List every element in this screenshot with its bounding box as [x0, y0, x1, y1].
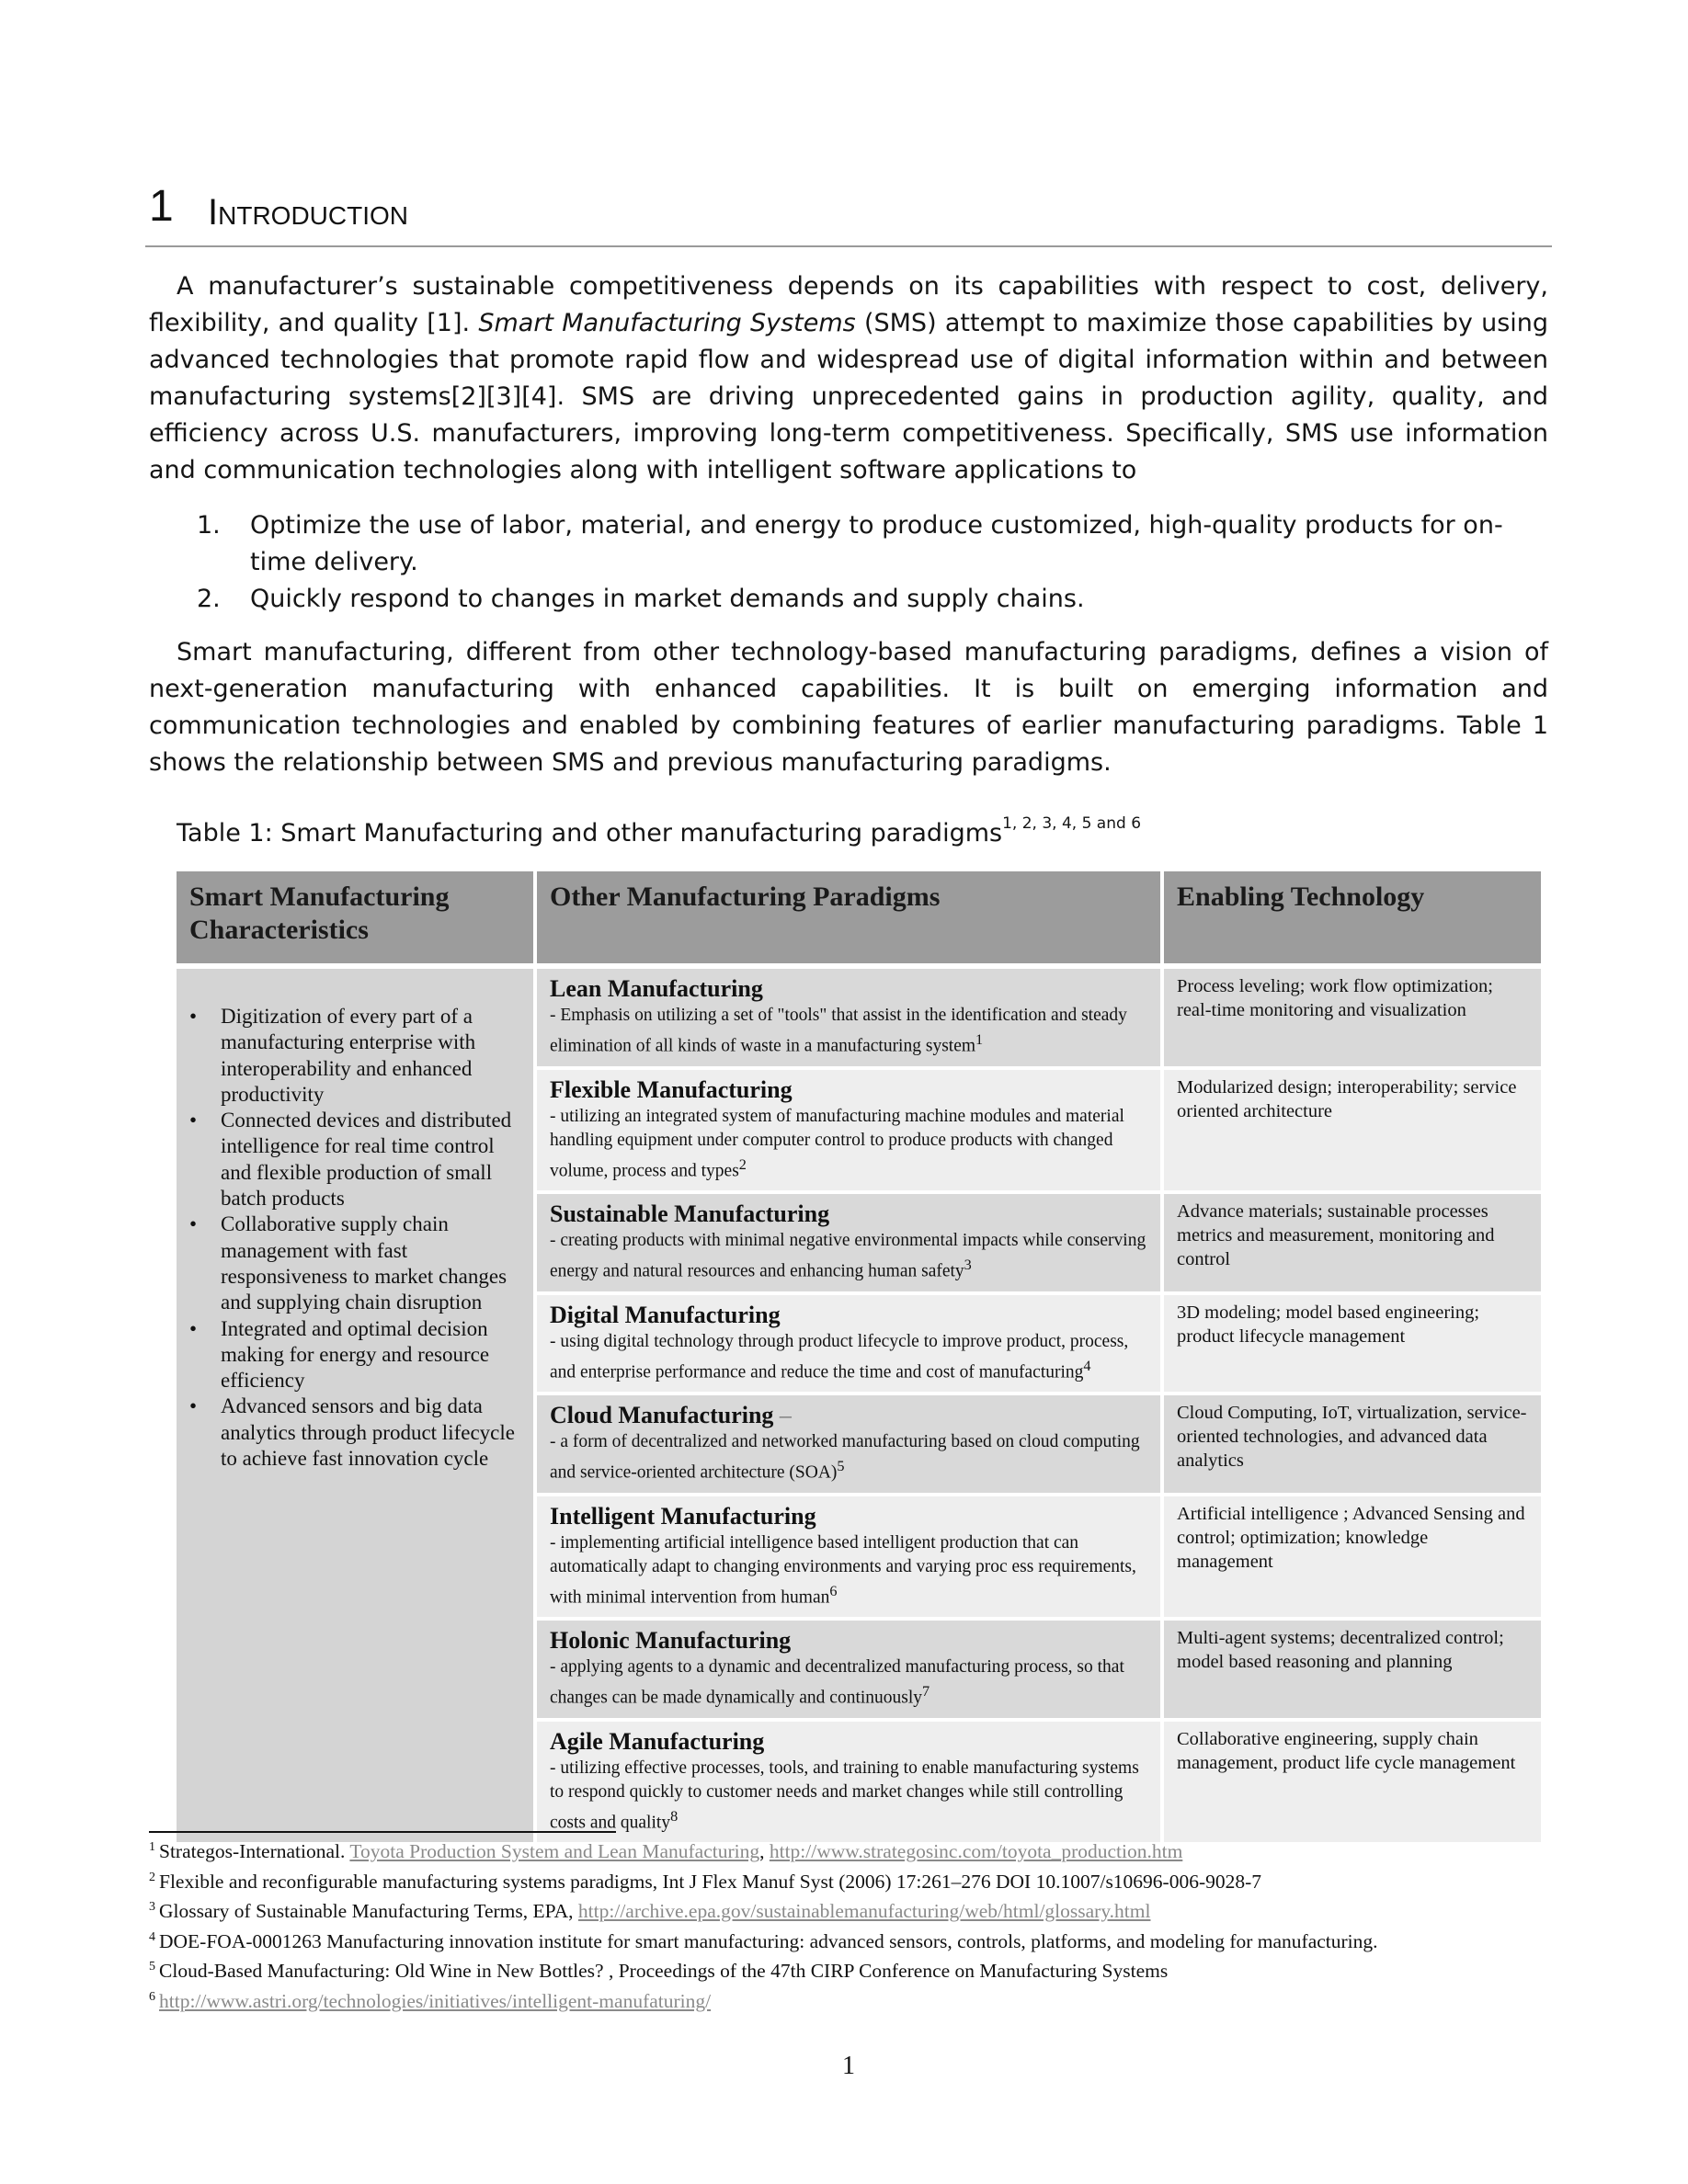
- footnote: [149, 1835, 1556, 1865]
- header-enabling-technology: Enabling Technology: [1162, 871, 1541, 966]
- paradigm-footnote-ref: 6: [829, 1582, 838, 1599]
- characteristic-item: • Advanced sensors and big data analytics through product lifecycle to achieve fast innovation cycle: [186, 1393, 524, 1472]
- list-item-number: 1.: [197, 511, 221, 540]
- footnote-link[interactable]: http://www.strategosinc.com/toyota_production.htm: [769, 1840, 1183, 1862]
- footnote-text: Cloud-Based Manufacturing: Old Wine in New Bottles? , Proceedings of the 47th CIRP Conference on Manufacturing Systems: [159, 1960, 1169, 1982]
- paradigm-description-text: - utilizing an integrated system of manufacturing machine modules and material handling equipment under computer control to produce products with changed volume, process and types: [550, 1106, 1124, 1180]
- list-item: [149, 507, 1548, 581]
- list-item: [149, 581, 1548, 618]
- footnote-separator-text: ,: [759, 1840, 770, 1862]
- paradigm-footnote-ref: 2: [738, 1155, 747, 1173]
- footnote: [149, 1865, 1556, 1895]
- paradigm-cell: [535, 1720, 1162, 1845]
- section-heading: [145, 179, 1552, 247]
- header-paradigms: Other Manufacturing Paradigms: [535, 871, 1162, 966]
- paradigm-description-text: - using digital technology through product lifecycle to improve product, process, and enterprise performance and reduce the time and cost of manufacturing: [550, 1331, 1129, 1382]
- footnote-number: 5: [149, 1960, 155, 1974]
- paradigm-footnote-ref: 4: [1083, 1357, 1091, 1374]
- paradigm-description: [550, 1531, 1147, 1610]
- paradigm-name: Intelligent Manufacturing: [550, 1502, 816, 1530]
- section-number: 1: [149, 182, 174, 231]
- footnote: [149, 1985, 1556, 2015]
- paradigm-cell: [535, 1068, 1162, 1193]
- header-characteristics: Smart Manufacturing Characteristics: [177, 871, 535, 966]
- table-header-row: [177, 871, 1541, 966]
- technology-cell: Advance materials; sustainable processes metrics and measurement, monitoring and control: [1162, 1192, 1541, 1293]
- paradigm-cell: [535, 1192, 1162, 1293]
- footnote-text: Flexible and reconfigurable manufacturing systems paradigms, Int J Flex Manuf Syst (2006) 17:261–276 DOI 10.1007/s10696-006-9028-7: [159, 1870, 1262, 1893]
- technology-cell: Collaborative engineering, supply chain management, product life cycle management: [1162, 1720, 1541, 1845]
- paradigm-description: [550, 1229, 1147, 1284]
- paradigm-description: [550, 1105, 1147, 1184]
- para1-italic-term: Smart Manufacturing Systems: [478, 309, 856, 337]
- paradigm-cell: [535, 1293, 1162, 1394]
- section-title: Introduction: [208, 192, 408, 233]
- paradigms-table: [177, 871, 1541, 1846]
- footnote: [149, 1925, 1556, 1955]
- paradigm-footnote-ref: 8: [670, 1807, 679, 1825]
- characteristic-item: • Connected devices and distributed intelligence for real time control and flexible production of small batch products: [186, 1108, 524, 1211]
- paradigm-description-text: - applying agents to a dynamic and decentralized manufacturing process, so that changes can be made dynamically and continuously: [550, 1657, 1124, 1708]
- footnote-number: 2: [149, 1870, 155, 1884]
- paradigm-cell: [535, 1495, 1162, 1620]
- paradigm-description: [550, 1330, 1147, 1385]
- paradigm-description-text: - creating products with minimal negative environmental impacts while conserving energy and natural resources and enhancing human safety: [550, 1231, 1146, 1281]
- technology-cell: 3D modeling; model based engineering; product lifecycle management: [1162, 1293, 1541, 1394]
- footnotes: [149, 1835, 1556, 2014]
- paradigm-description: [550, 1757, 1147, 1836]
- technology-cell: Artificial intelligence ; Advanced Sensing and control; optimization; knowledge management: [1162, 1495, 1541, 1620]
- paradigm-name: Lean Manufacturing: [550, 975, 763, 1002]
- list-item-number: 2.: [197, 585, 221, 613]
- paradigm-cell: [535, 966, 1162, 1068]
- paradigm-description: [550, 1655, 1147, 1711]
- objectives-list: [149, 507, 1548, 618]
- table-caption-text: Table 1: Smart Manufacturing and other manufacturing paradigms: [177, 819, 1003, 847]
- paradigm-name: Agile Manufacturing: [550, 1727, 765, 1755]
- footnote-link[interactable]: http://www.astri.org/technologies/initiatives/intelligent-manufaturing/: [159, 1989, 712, 2012]
- paradigm-name-text: Cloud Manufacturing: [550, 1402, 774, 1428]
- footnote-number: 1: [149, 1840, 155, 1854]
- footnote-number: 6: [149, 1989, 155, 2004]
- footnote-link[interactable]: http://archive.epa.gov/sustainablemanufacturing/web/html/glossary.html: [577, 1900, 1151, 1922]
- paradigm-name: Digital Manufacturing: [550, 1301, 781, 1328]
- list-item-text: Optimize the use of labor, material, and energy to produce customized, high-quality products for on-time delivery.: [250, 511, 1503, 576]
- characteristic-item: • Collaborative supply chain management with fast responsiveness to market changes and supplying chain disruption: [186, 1211, 524, 1315]
- paradigm-description-text: - a form of decentralized and networked manufacturing based on cloud computing and service-oriented architecture (SOA): [550, 1432, 1140, 1483]
- footnote-text: Strategos-International.: [159, 1840, 350, 1862]
- paradigm-footnote-ref: 5: [837, 1458, 845, 1474]
- footnote-number: 3: [149, 1900, 155, 1914]
- paradigm-footnote-ref: 1: [975, 1031, 984, 1048]
- table-caption: [177, 805, 1141, 852]
- paradigm-name: Sustainable Manufacturing: [550, 1200, 830, 1227]
- paradigm-name: Holonic Manufacturing: [550, 1627, 792, 1654]
- footnote: [149, 1954, 1556, 1985]
- table-row: [177, 966, 1541, 1068]
- intro-paragraph-2: Smart manufacturing, different from other technology-based manufacturing paradigms, defines a vision of next-generation manufacturing with enhanced capabilities. It is built on emerging information and communication technologies and enabled by combining features of earlier manufacturing paradigms. Table 1 shows the relationship between SMS and previous manufacturing paradigms.: [149, 638, 1548, 777]
- footnote-link[interactable]: Toyota Production System and Lean Manufacturing: [349, 1840, 760, 1862]
- paradigm-cell: [535, 1393, 1162, 1495]
- characteristic-item: • Digitization of every part of a manufacturing enterprise with interoperability and enhanced productivity: [186, 1004, 524, 1108]
- paradigm-description-text: - utilizing effective processes, tools, and training to enable manufacturing systems to respond quickly to customer needs and market changes while still controlling costs and quality: [550, 1757, 1139, 1832]
- paradigm-footnote-ref: 7: [922, 1683, 930, 1700]
- footnote-text: Glossary of Sustainable Manufacturing Terms, EPA,: [159, 1900, 578, 1922]
- paradigm-name: Flexible Manufacturing: [550, 1075, 793, 1103]
- paradigm-description: [550, 1430, 1147, 1485]
- paradigm-description-text: - Emphasis on utilizing a set of "tools" that assist in the identification and steady elimination of all kinds of waste in a manufacturing system: [550, 1006, 1127, 1056]
- table-caption-superscript: 1, 2, 3, 4, 5 and 6: [1002, 814, 1142, 833]
- footnote: [149, 1894, 1556, 1925]
- characteristic-item: • Integrated and optimal decision making for energy and resource efficiency: [186, 1316, 524, 1394]
- list-item-text: Quickly respond to changes in market demands and supply chains.: [250, 585, 1085, 613]
- paradigm-name-dash: –: [773, 1402, 792, 1428]
- footnote-separator: [149, 1831, 616, 1833]
- technology-cell: Modularized design; interoperability; service oriented architecture: [1162, 1068, 1541, 1193]
- characteristics-cell: [177, 966, 535, 1844]
- technology-cell: Process leveling; work flow optimization; real-time monitoring and visualization: [1162, 966, 1541, 1068]
- paradigm-name: [550, 1401, 1147, 1430]
- technology-cell: Multi-agent systems; decentralized control; model based reasoning and planning: [1162, 1619, 1541, 1720]
- footnote-number: 4: [149, 1929, 155, 1944]
- technology-cell: Cloud Computing, IoT, virtualization, service-oriented technologies, and advanced data analytics: [1162, 1393, 1541, 1495]
- characteristics-list: [186, 1004, 524, 1472]
- paradigm-description-text: - implementing artificial intelligence based intelligent production that can automatically adapt to changing environments and varying proc ess requirements, with minimal intervention from human: [550, 1532, 1136, 1607]
- para1-text-end: (SMS) attempt to maximize those capabilities by using advanced technologies that promote rapid flow and widespread use of digital information within and between manufacturing systems[2][3][4]. SMS are driving unprecedented gains in production agility, quality, and efficiency across U.S. manufacturers, improving long-term competitiveness. Specifically, SMS use information and communication technologies along with intelligent software applications to: [149, 309, 1549, 484]
- footnote-text: DOE-FOA-0001263 Manufacturing innovation institute for smart manufacturing: advanced sensors, controls, platforms, and modeling for manufacturing.: [159, 1929, 1378, 1952]
- page-number: 1: [842, 2052, 855, 2080]
- paradigm-cell: [535, 1619, 1162, 1720]
- intro-paragraph-1: [149, 268, 1548, 489]
- para1-text-start: A manufacturer’s sustainable competitiveness depends on its capabilities with respect to cost, delivery, flexibility, and quality [1].: [149, 272, 1548, 337]
- paradigm-description: [550, 1004, 1147, 1059]
- paradigm-footnote-ref: 3: [964, 1257, 972, 1273]
